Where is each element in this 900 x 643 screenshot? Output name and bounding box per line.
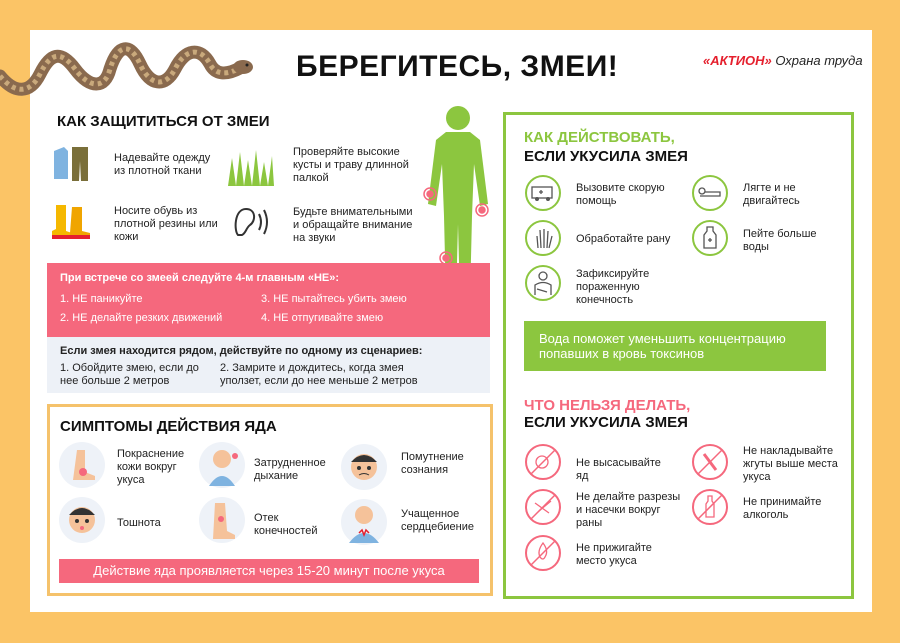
no-alcohol-icon xyxy=(692,489,728,525)
symptom-text: Покраснение кожи вокруг укуса xyxy=(117,448,185,486)
water-bottle-icon xyxy=(692,220,728,256)
symptom-text: Затрудненное дыхание xyxy=(254,457,326,482)
scenario-item: 1. Обойдите змею, если до нее больше 2 метров xyxy=(60,362,199,387)
no-tourniquet-icon xyxy=(692,444,728,480)
ear-icon xyxy=(232,205,272,239)
symptom-text: Помутнение сознания xyxy=(401,451,464,476)
donts-title-line2: ЕСЛИ УКУСИЛА ЗМЕЯ xyxy=(524,414,688,431)
actions-note: Вода поможет уменьшить концентрацию попавших в кровь токсинов xyxy=(524,321,826,371)
heartbeat-icon xyxy=(341,499,387,545)
snake-icon xyxy=(0,24,260,104)
action-text: Зафиксируйте пораженную конечность xyxy=(576,268,650,306)
dont-text: Не высасывайте яд xyxy=(576,457,661,482)
swollen-leg-icon xyxy=(199,497,245,543)
clothes-icon xyxy=(50,143,92,185)
scenario-item: 2. Замрите и дождитесь, когда змея уползет, если до нее меньше 2 метров xyxy=(220,362,418,387)
action-text: Вызовите скорую помощь xyxy=(576,182,665,207)
lie-down-icon xyxy=(692,175,728,211)
nausea-face-icon xyxy=(59,497,105,543)
protect-section-title: КАК ЗАЩИТИТЬСЯ ОТ ЗМЕИ xyxy=(57,113,270,130)
no-burn-icon xyxy=(525,535,561,571)
scenarios-box xyxy=(47,337,490,393)
dizzy-face-icon xyxy=(341,444,387,490)
breathing-icon xyxy=(199,442,245,488)
boots-icon xyxy=(50,203,92,241)
dont-text: Не принимайте алкоголь xyxy=(743,496,822,521)
dont-text: Не накладывайте жгуты выше места укуса xyxy=(743,445,838,483)
sling-icon xyxy=(525,265,561,301)
action-text: Пейте больше воды xyxy=(743,228,817,253)
symptom-text: Отек конечностей xyxy=(254,512,318,537)
protect-tip-text: Будьте внимательными и обращайте внимание на звуки xyxy=(293,206,413,244)
symptoms-title: СИМПТОМЫ ДЕЙСТВИЯ ЯДА xyxy=(60,418,277,435)
protect-tip-text: Носите обувь из плотной резины или кожи xyxy=(114,205,218,243)
rules-heading: При встрече со змеей следуйте 4-м главным «НЕ»: xyxy=(60,272,340,284)
actions-title-line1: КАК ДЕЙСТВОВАТЬ, xyxy=(524,129,675,146)
action-text: Лягте и не двигайтесь xyxy=(743,182,800,207)
poster-title: БЕРЕГИТЕСЬ, ЗМЕИ! xyxy=(296,50,619,83)
no-cut-icon xyxy=(525,489,561,525)
symptom-text: Тошнота xyxy=(117,517,161,529)
protect-tip-text: Проверяйте высокие кусты и траву длинной палкой xyxy=(293,146,409,184)
hand-wound-icon xyxy=(525,220,561,256)
brand-logo: «АКТИОН» Охрана труда xyxy=(703,53,863,68)
actions-title-line2: ЕСЛИ УКУСИЛА ЗМЕЯ xyxy=(524,148,688,165)
rule-item: 1. НЕ паникуйте xyxy=(60,293,143,305)
donts-title-line1: ЧТО НЕЛЬЗЯ ДЕЛАТЬ, xyxy=(524,397,691,414)
rules-box xyxy=(47,263,490,337)
grass-icon xyxy=(226,148,276,186)
rule-item: 3. НЕ пытайтесь убить змею xyxy=(261,293,407,305)
ambulance-icon xyxy=(525,175,561,211)
symptoms-footer: Действие яда проявляется через 15-20 минут после укуса xyxy=(59,559,479,583)
rule-item: 4. НЕ отпугивайте змею xyxy=(261,312,384,324)
foot-icon xyxy=(59,442,105,488)
no-suck-icon xyxy=(525,444,561,480)
rule-item: 2. НЕ делайте резких движений xyxy=(60,312,223,324)
action-text: Обработайте рану xyxy=(576,233,671,245)
dont-text: Не делайте разрезы и насечки вокруг раны xyxy=(576,491,681,529)
scenarios-heading: Если змея находится рядом, действуйте по одному из сценариев: xyxy=(60,345,423,357)
symptom-text: Учащенное сердцебиение xyxy=(401,508,474,533)
protect-tip-text: Надевайте одежду из плотной ткани xyxy=(114,152,211,177)
dont-text: Не прижигайте место укуса xyxy=(576,542,652,567)
